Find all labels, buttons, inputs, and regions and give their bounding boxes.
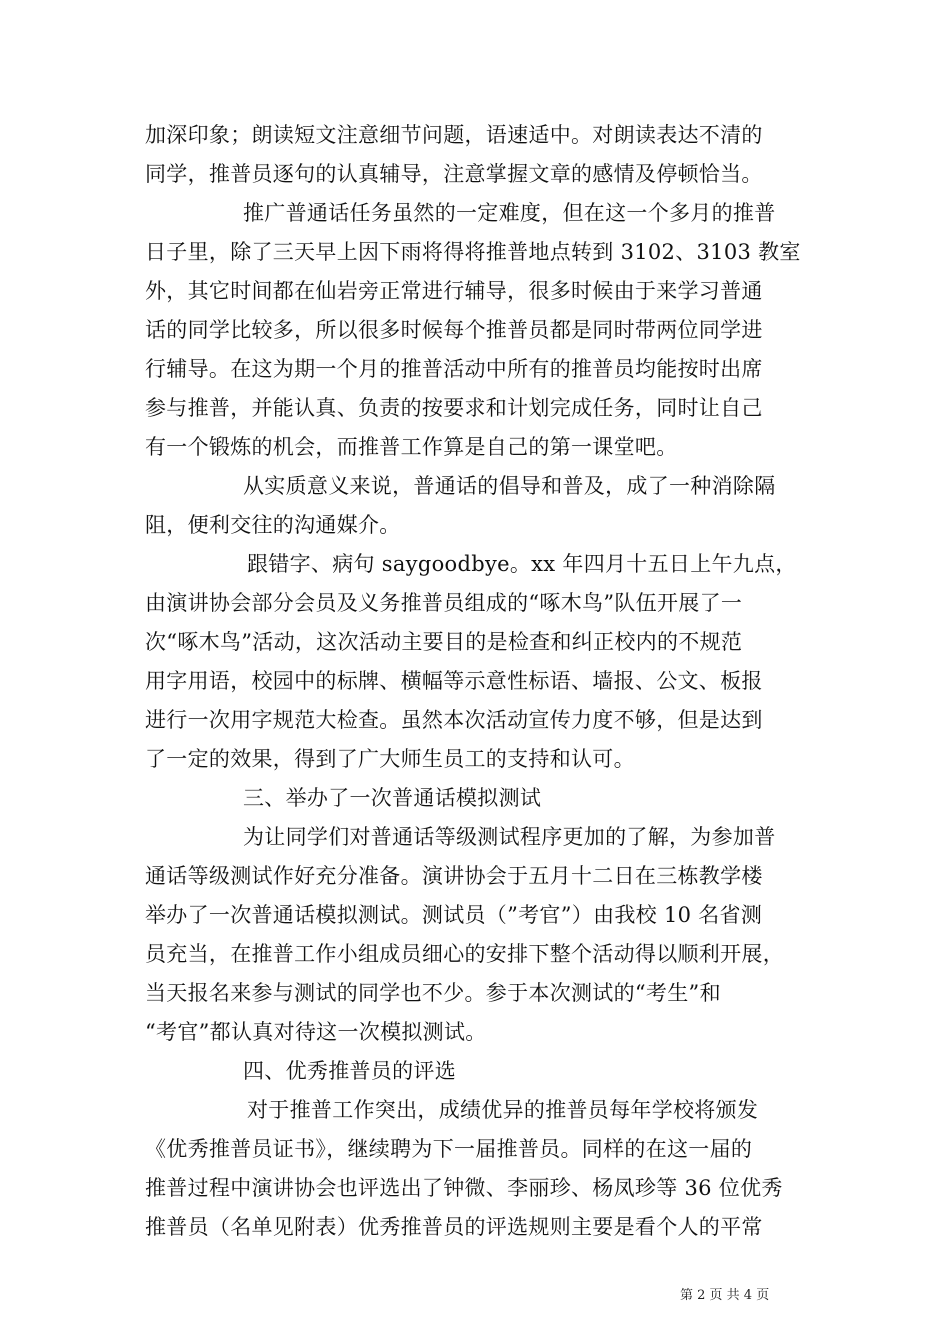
paragraph-line: 通话等级测试作好充分准备。演讲协会于五月十二日在三栋教学楼 — [145, 864, 763, 888]
paragraph-line: 次“啄木鸟”活动，这次活动主要目的是检查和纠正校内的不规范 — [145, 630, 743, 654]
paragraph-line: 阻，便利交往的沟通媒介。 — [145, 513, 401, 537]
paragraph-line: 日子里，除了三天早上因下雨将得将推普地点转到 3102、3103 教室 — [145, 240, 801, 264]
paragraph-line: 行辅导。在这为期一个月的推普活动中所有的推普员均能按时出席 — [145, 357, 763, 381]
paragraph-line: 推普员（名单见附表）优秀推普员的评选规则主要是看个人的平常 — [145, 1215, 763, 1239]
paragraph-line: 推广普通话任务虽然的一定难度，但在这一个多月的推普 — [243, 201, 776, 225]
paragraph-line: 从实质意义来说，普通话的倡导和普及，成了一种消除隔 — [243, 474, 776, 498]
paragraph-line: 员充当，在推普工作小组成员细心的安排下整个活动得以顺利开展， — [145, 942, 784, 966]
page-number-footer: 第 2 页 共 4 页 — [680, 1288, 770, 1303]
paragraph-line: 《优秀推普员证书》，继续聘为下一届推普员。同样的在这一届的 — [145, 1137, 753, 1161]
paragraph-line: 推普过程中演讲协会也评选出了钟微、李丽珍、杨凤珍等 36 位优秀 — [145, 1176, 783, 1200]
section-heading: 四、优秀推普员的评选 — [243, 1059, 456, 1083]
paragraph-line: 当天报名来参与测试的同学也不少。参于本次测试的“考生”和 — [145, 981, 721, 1005]
paragraph-line: 进行一次用字规范大检查。虽然本次活动宣传力度不够，但是达到 — [145, 708, 763, 732]
paragraph-line: 外，其它时间都在仙岩旁正常进行辅导，很多时候由于来学习普通 — [145, 279, 763, 303]
paragraph-line: 对于推普工作突出，成绩优异的推普员每年学校将颁发 — [247, 1098, 759, 1122]
section-heading: 三、举办了一次普通话模拟测试 — [243, 786, 542, 810]
paragraph-line: 举办了一次普通话模拟测试。测试员（”考官”）由我校 10 名省测 — [145, 903, 763, 927]
paragraph-line: 同学，推普员逐句的认真辅导，注意掌握文章的感情及停顿恰当。 — [145, 162, 763, 186]
paragraph-line: 参与推普，并能认真、负责的按要求和计划完成任务，同时让自己 — [145, 396, 763, 420]
paragraph-line: 跟错字、病句 saygoodbye。xx 年四月十五日上午九点， — [247, 552, 797, 576]
paragraph-line: 用字用语，校园中的标牌、横幅等示意性标语、墙报、公文、板报 — [145, 669, 763, 693]
paragraph-line: 由演讲协会部分会员及义务推普员组成的“啄木鸟”队伍开展了一 — [145, 591, 743, 615]
paragraph-line: 为让同学们对普通话等级测试程序更加的了解，为参加普 — [243, 825, 776, 849]
paragraph-line: 有一个锻炼的机会，而推普工作算是自己的第一课堂吧。 — [145, 435, 678, 459]
paragraph-line: 了一定的效果，得到了广大师生员工的支持和认可。 — [145, 747, 635, 771]
paragraph-line: “考官”都认真对待这一次模拟测试。 — [145, 1020, 487, 1044]
paragraph-line: 加深印象；朗读短文注意细节问题，语速适中。对朗读表达不清的 — [145, 123, 763, 147]
paragraph-line: 话的同学比较多，所以很多时候每个推普员都是同时带两位同学进 — [145, 318, 763, 342]
